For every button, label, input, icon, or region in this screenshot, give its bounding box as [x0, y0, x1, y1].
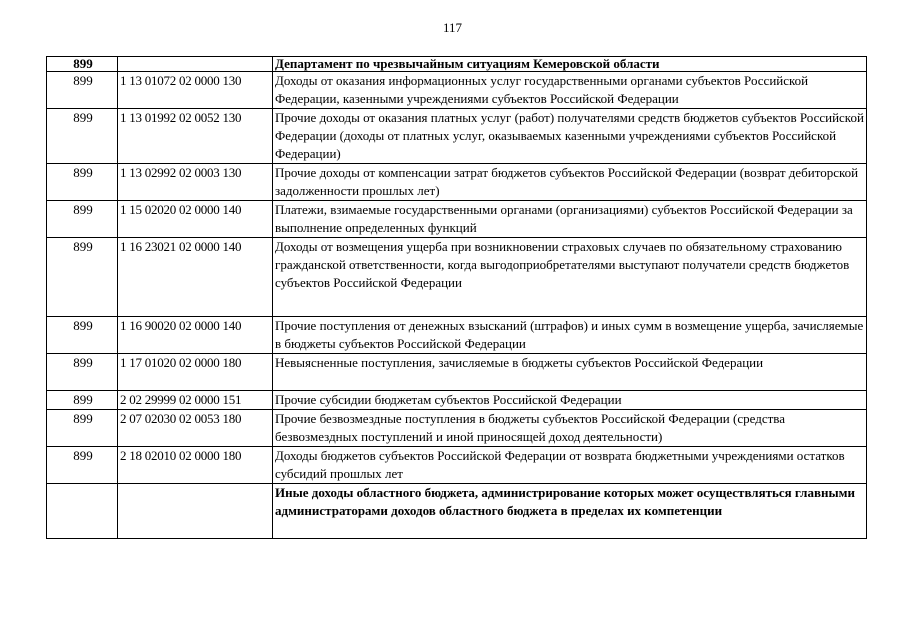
revenue-administrators-table	[46, 56, 867, 539]
page-number: 117	[442, 20, 463, 35]
admin-code-cell: 899	[47, 447, 118, 484]
revenue-name-cell: Прочие поступления от денежных взысканий (штрафов) и иных сумм в возмещение ущерба, зачисляемые в бюджеты субъектов Российской Федерации	[273, 317, 867, 354]
revenue-code-cell: 1 16 90020 02 0000 140	[118, 317, 273, 354]
header-department-name: Департамент по чрезвычайным ситуациям Кемеровской области	[273, 57, 867, 72]
admin-code-cell: 899	[47, 410, 118, 447]
table-footer-row	[47, 484, 867, 539]
footer-other-revenues-title: Иные доходы областного бюджета, администрирование которых может осуществляться главными администраторами доходов областного бюджета в пределах их компетенции	[273, 484, 867, 539]
footer-admin-code	[47, 484, 118, 539]
revenue-name-cell: Доходы бюджетов субъектов Российской Федерации от возврата бюджетными учреждениями остатков субсидий прошлых лет	[273, 447, 867, 484]
revenue-code-cell: 1 13 02992 02 0003 130	[118, 164, 273, 201]
table-row	[47, 201, 867, 238]
revenue-code-cell: 1 16 23021 02 0000 140	[118, 238, 273, 317]
admin-code-cell: 899	[47, 317, 118, 354]
table-row	[47, 72, 867, 109]
revenue-code-cell: 1 17 01020 02 0000 180	[118, 354, 273, 391]
revenue-name-cell: Прочие доходы от оказания платных услуг (работ) получателями средств бюджетов субъектов Российской Федерации (доходы от платных услуг, оказываемых казенными учреждениями субъектов Российской Федерации)	[273, 109, 867, 164]
revenue-code-cell: 2 02 29999 02 0000 151	[118, 391, 273, 410]
table-header-row	[47, 57, 867, 72]
revenue-code-cell: 1 13 01072 02 0000 130	[118, 72, 273, 109]
revenue-name-cell: Доходы от оказания информационных услуг государственными органами субъектов Российской Федерации, казенными учреждениями субъектов Российской Федерации	[273, 72, 867, 109]
revenue-name-cell: Прочие безвозмездные поступления в бюджеты субъектов Российской Федерации (средства безвозмездных поступлений и иной приносящей доход деятельности)	[273, 410, 867, 447]
admin-code-cell: 899	[47, 354, 118, 391]
header-admin-code: 899	[47, 57, 118, 72]
admin-code-cell: 899	[47, 72, 118, 109]
table-row	[47, 410, 867, 447]
revenue-name-cell: Платежи, взимаемые государственными органами (организациями) субъектов Российской Федерации за выполнение определенных функций	[273, 201, 867, 238]
table-row	[47, 164, 867, 201]
admin-code-cell: 899	[47, 109, 118, 164]
revenue-name-cell: Прочие субсидии бюджетам субъектов Российской Федерации	[273, 391, 867, 410]
admin-code-cell: 899	[47, 238, 118, 317]
revenue-name-cell: Доходы от возмещения ущерба при возникновении страховых случаев по обязательному страхованию гражданской ответственности, когда выгодоприобретателями выступают получатели средств бюджетов субъектов Российской Федерации	[273, 238, 867, 317]
admin-code-cell: 899	[47, 164, 118, 201]
table-row	[47, 447, 867, 484]
revenue-code-cell: 1 15 02020 02 0000 140	[118, 201, 273, 238]
admin-code-cell: 899	[47, 201, 118, 238]
revenue-code-cell: 2 18 02010 02 0000 180	[118, 447, 273, 484]
revenue-name-cell: Прочие доходы от компенсации затрат бюджетов субъектов Российской Федерации (возврат дебиторской задолженности прошлых лет)	[273, 164, 867, 201]
table-row	[47, 391, 867, 410]
table-row	[47, 354, 867, 391]
header-revenue-code	[118, 57, 273, 72]
table-row	[47, 238, 867, 317]
admin-code-cell: 899	[47, 391, 118, 410]
revenue-name-cell: Невыясненные поступления, зачисляемые в бюджеты субъектов Российской Федерации	[273, 354, 867, 391]
revenue-code-cell: 1 13 01992 02 0052 130	[118, 109, 273, 164]
table-row	[47, 317, 867, 354]
revenue-code-cell: 2 07 02030 02 0053 180	[118, 410, 273, 447]
table-row	[47, 109, 867, 164]
footer-revenue-code	[118, 484, 273, 539]
